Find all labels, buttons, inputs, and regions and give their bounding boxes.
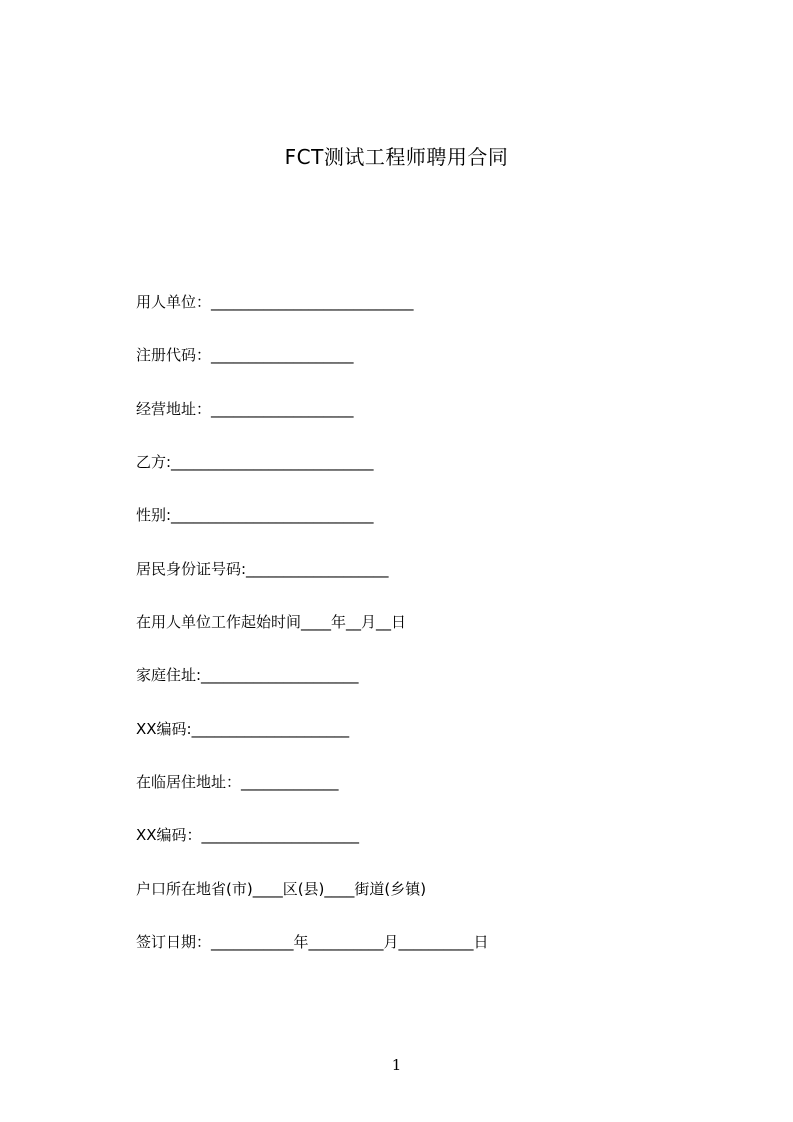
employment-start-date-field: 在用人单位工作起始时间____年__月__日 <box>136 613 407 631</box>
temporary-postal-code-field: XX编码：_____________________ <box>136 826 360 844</box>
temporary-address-field: 在临居住地址：_____________ <box>136 773 339 791</box>
business-address-field: 经营地址：___________________ <box>136 400 354 418</box>
page-number: 1 <box>391 1056 402 1074</box>
gender-field: 性别:___________________________ <box>136 506 374 524</box>
home-address-field: 家庭住址:_____________________ <box>136 666 359 684</box>
id-number-field: 居民身份证号码:___________________ <box>136 560 389 578</box>
registration-code-field: 注册代码：___________________ <box>136 346 354 364</box>
employer-field: 用人单位：___________________________ <box>136 293 414 311</box>
home-postal-code-field: XX编码:_____________________ <box>136 720 350 738</box>
party-b-field: 乙方:___________________________ <box>136 453 374 471</box>
document-title: FCT测试工程师聘用合同 <box>284 145 509 169</box>
signing-date-field: 签订日期：___________年__________月__________日 <box>136 933 489 951</box>
household-registration-field: 户口所在地省(市)____区(县)____街道(乡镇) <box>136 880 427 898</box>
